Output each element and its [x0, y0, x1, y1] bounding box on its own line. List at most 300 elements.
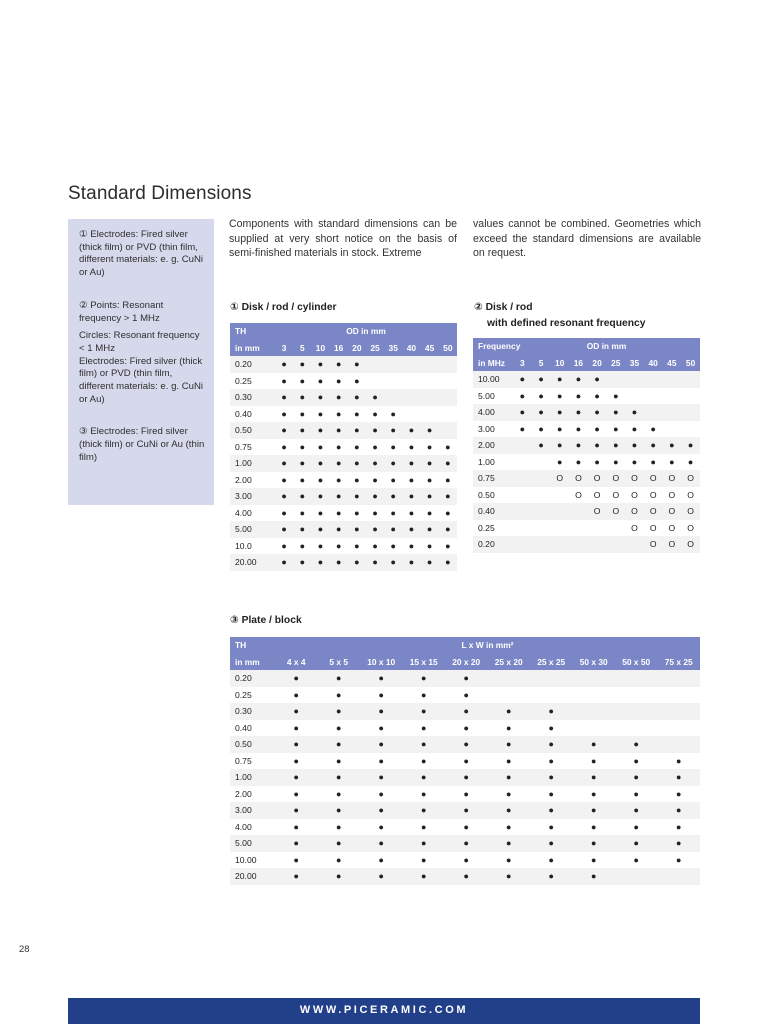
availability-dot: ● [384, 554, 402, 571]
table3-row [230, 868, 700, 885]
availability-dot: ● [318, 703, 361, 720]
availability-dot: ● [403, 753, 446, 770]
availability-circle: O [644, 470, 663, 487]
availability-dot: ● [360, 802, 403, 819]
availability-dot: ● [402, 538, 420, 555]
availability-dot: ● [606, 421, 625, 438]
availability-dot: ● [445, 835, 488, 852]
availability-dot: ● [439, 472, 457, 489]
empty-cell [384, 373, 402, 390]
table2-column-header: 20 [588, 355, 607, 372]
empty-cell [644, 388, 663, 405]
empty-cell [402, 373, 420, 390]
availability-dot: ● [421, 505, 439, 522]
table3-row [230, 670, 700, 687]
availability-dot: ● [513, 421, 532, 438]
availability-dot: ● [403, 835, 446, 852]
empty-cell [421, 356, 439, 373]
availability-dot: ● [348, 422, 366, 439]
table3-row [230, 835, 700, 852]
availability-dot: ● [318, 720, 361, 737]
availability-dot: ● [384, 422, 402, 439]
table3-row-header-top: TH [230, 637, 275, 654]
availability-circle: O [681, 487, 700, 504]
row-label: 20.00 [230, 868, 275, 885]
availability-dot: ● [569, 437, 588, 454]
row-label: 0.50 [230, 422, 275, 439]
availability-dot: ● [360, 769, 403, 786]
table2-column-header: 40 [644, 355, 663, 372]
availability-circle: O [681, 470, 700, 487]
availability-dot: ● [275, 720, 318, 737]
availability-dot: ● [311, 422, 329, 439]
table2-row [473, 470, 700, 487]
availability-dot: ● [384, 521, 402, 538]
availability-dot: ● [330, 488, 348, 505]
availability-dot: ● [293, 521, 311, 538]
table3-row [230, 753, 700, 770]
table3-row [230, 703, 700, 720]
table1-column-header: 16 [330, 340, 348, 357]
availability-dot: ● [330, 356, 348, 373]
availability-dot: ● [330, 389, 348, 406]
availability-dot: ● [402, 422, 420, 439]
table1-column-header: 40 [402, 340, 420, 357]
row-label: 20.00 [230, 554, 275, 571]
empty-cell [513, 437, 532, 454]
table1-row [230, 373, 457, 390]
availability-dot: ● [569, 371, 588, 388]
table1-row [230, 538, 457, 555]
availability-dot: ● [275, 852, 318, 869]
table3-column-header: 5 x 5 [318, 654, 361, 671]
availability-dot: ● [403, 819, 446, 836]
availability-dot: ● [360, 670, 403, 687]
availability-dot: ● [445, 868, 488, 885]
availability-dot: ● [275, 538, 293, 555]
empty-cell [532, 536, 551, 553]
availability-dot: ● [403, 687, 446, 704]
availability-dot: ● [530, 852, 573, 869]
availability-dot: ● [530, 868, 573, 885]
availability-dot: ● [615, 835, 658, 852]
availability-circle: O [663, 503, 682, 520]
availability-dot: ● [445, 852, 488, 869]
empty-cell [513, 503, 532, 520]
availability-dot: ● [348, 455, 366, 472]
availability-dot: ● [330, 521, 348, 538]
availability-dot: ● [550, 404, 569, 421]
row-label: 0.20 [230, 356, 275, 373]
availability-dot: ● [588, 437, 607, 454]
availability-dot: ● [384, 505, 402, 522]
availability-dot: ● [348, 505, 366, 522]
availability-dot: ● [573, 868, 616, 885]
availability-dot: ● [439, 538, 457, 555]
availability-dot: ● [275, 554, 293, 571]
availability-dot: ● [384, 439, 402, 456]
empty-cell [530, 687, 573, 704]
availability-dot: ● [532, 437, 551, 454]
availability-dot: ● [403, 786, 446, 803]
availability-dot: ● [275, 802, 318, 819]
note-4: Electrodes: Fired silver (thick film) or PVD (thin film, different materials: e. g. CuNi or Au) [79, 355, 204, 405]
row-label: 2.00 [230, 472, 275, 489]
availability-dot: ● [439, 439, 457, 456]
availability-dot: ● [293, 356, 311, 373]
availability-dot: ● [330, 373, 348, 390]
table2-row [473, 404, 700, 421]
availability-dot: ● [366, 472, 384, 489]
table1-column-header: 45 [421, 340, 439, 357]
availability-dot: ● [530, 835, 573, 852]
table2-column-header: 25 [606, 355, 625, 372]
row-label: 0.50 [230, 736, 275, 753]
availability-dot: ● [644, 454, 663, 471]
table1-column-header: 5 [293, 340, 311, 357]
availability-dot: ● [311, 538, 329, 555]
availability-dot: ● [293, 505, 311, 522]
table3-row [230, 852, 700, 869]
availability-circle: O [663, 520, 682, 537]
availability-dot: ● [293, 406, 311, 423]
empty-cell [532, 487, 551, 504]
table1-row [230, 356, 457, 373]
availability-dot: ● [348, 472, 366, 489]
availability-dot: ● [569, 454, 588, 471]
empty-cell [513, 470, 532, 487]
availability-dot: ● [366, 455, 384, 472]
table3-column-header: 50 x 50 [615, 654, 658, 671]
table3-row [230, 819, 700, 836]
availability-dot: ● [658, 819, 701, 836]
availability-dot: ● [318, 753, 361, 770]
availability-dot: ● [532, 404, 551, 421]
availability-dot: ● [573, 753, 616, 770]
table1-column-header: 50 [439, 340, 457, 357]
row-label: 4.00 [230, 819, 275, 836]
electrode-notes-box [68, 219, 214, 505]
availability-dot: ● [366, 389, 384, 406]
availability-dot: ● [488, 852, 531, 869]
availability-dot: ● [275, 505, 293, 522]
empty-cell [615, 720, 658, 737]
row-label: 0.40 [230, 406, 275, 423]
availability-dot: ● [348, 439, 366, 456]
empty-cell [681, 421, 700, 438]
table3-row [230, 786, 700, 803]
availability-dot: ● [488, 753, 531, 770]
empty-cell [402, 356, 420, 373]
availability-dot: ● [488, 835, 531, 852]
empty-cell [573, 670, 616, 687]
empty-cell [569, 536, 588, 553]
availability-dot: ● [330, 439, 348, 456]
availability-dot: ● [569, 421, 588, 438]
availability-dot: ● [421, 422, 439, 439]
empty-cell [663, 371, 682, 388]
availability-dot: ● [330, 455, 348, 472]
table2-column-group: OD in mm [513, 338, 700, 355]
availability-circle: O [625, 470, 644, 487]
availability-dot: ● [488, 736, 531, 753]
row-label: 10.0 [230, 538, 275, 555]
table1-column-header: 35 [384, 340, 402, 357]
row-label: 0.40 [230, 720, 275, 737]
row-label: 10.00 [230, 852, 275, 869]
availability-dot: ● [488, 819, 531, 836]
availability-dot: ● [403, 670, 446, 687]
availability-dot: ● [488, 720, 531, 737]
availability-dot: ● [681, 437, 700, 454]
availability-dot: ● [403, 703, 446, 720]
availability-circle: O [588, 487, 607, 504]
availability-dot: ● [330, 505, 348, 522]
row-label: 3.00 [473, 421, 513, 438]
empty-cell [513, 454, 532, 471]
empty-cell [550, 503, 569, 520]
availability-dot: ● [403, 736, 446, 753]
table3-column-header: 4 x 4 [275, 654, 318, 671]
empty-cell [384, 356, 402, 373]
empty-cell [663, 404, 682, 421]
empty-cell [550, 487, 569, 504]
table3-heading: ③ Plate / block [230, 615, 302, 626]
row-label: 0.30 [230, 703, 275, 720]
availability-dot: ● [360, 835, 403, 852]
row-label: 0.25 [473, 520, 513, 537]
availability-dot: ● [439, 455, 457, 472]
availability-dot: ● [573, 769, 616, 786]
availability-dot: ● [445, 670, 488, 687]
empty-cell [663, 388, 682, 405]
availability-dot: ● [421, 554, 439, 571]
availability-dot: ● [530, 703, 573, 720]
availability-dot: ● [293, 455, 311, 472]
empty-cell [588, 536, 607, 553]
availability-dot: ● [550, 388, 569, 405]
note-1: ① Electrodes: Fired silver (thick film) or PVD (thin film, different materials: e. g. CuNi or Au) [79, 229, 204, 279]
availability-dot: ● [445, 703, 488, 720]
availability-dot: ● [366, 505, 384, 522]
availability-dot: ● [366, 488, 384, 505]
availability-dot: ● [513, 371, 532, 388]
availability-dot: ● [530, 802, 573, 819]
availability-dot: ● [366, 521, 384, 538]
availability-dot: ● [488, 703, 531, 720]
availability-dot: ● [530, 786, 573, 803]
row-label: 4.00 [230, 505, 275, 522]
table1-row [230, 439, 457, 456]
availability-dot: ● [532, 421, 551, 438]
availability-dot: ● [402, 505, 420, 522]
availability-dot: ● [625, 454, 644, 471]
availability-dot: ● [588, 421, 607, 438]
availability-dot: ● [615, 736, 658, 753]
empty-cell [644, 404, 663, 421]
availability-dot: ● [311, 373, 329, 390]
table1-heading: ① Disk / rod / cylinder [230, 302, 337, 313]
table2-row-header-top: Frequency [473, 338, 513, 355]
row-label: 4.00 [473, 404, 513, 421]
availability-dot: ● [402, 554, 420, 571]
table2-row [473, 503, 700, 520]
empty-cell [439, 356, 457, 373]
table3-column-header: 20 x 20 [445, 654, 488, 671]
empty-cell [439, 389, 457, 406]
availability-dot: ● [275, 406, 293, 423]
availability-dot: ● [588, 454, 607, 471]
empty-cell [606, 371, 625, 388]
intro-text-column-1: Components with standard dimensions can be supplied at very short notice on the basis of semi-finished materials in stock. Extreme [229, 218, 457, 259]
availability-dot: ● [293, 488, 311, 505]
row-label: 0.75 [230, 439, 275, 456]
availability-dot: ● [275, 439, 293, 456]
empty-cell [606, 520, 625, 537]
availability-circle: O [644, 487, 663, 504]
table2-subheading: with defined resonant frequency [487, 318, 646, 329]
availability-dot: ● [275, 819, 318, 836]
availability-dot: ● [573, 819, 616, 836]
availability-dot: ● [445, 769, 488, 786]
availability-dot: ● [550, 371, 569, 388]
table2-column-header: 35 [625, 355, 644, 372]
availability-dot: ● [318, 736, 361, 753]
availability-dot: ● [569, 404, 588, 421]
availability-dot: ● [445, 819, 488, 836]
availability-dot: ● [330, 538, 348, 555]
table3-row [230, 720, 700, 737]
empty-cell [681, 371, 700, 388]
availability-dot: ● [311, 488, 329, 505]
empty-cell [569, 520, 588, 537]
availability-dot: ● [318, 835, 361, 852]
availability-circle: O [569, 470, 588, 487]
availability-dot: ● [625, 437, 644, 454]
table2-row [473, 421, 700, 438]
availability-dot: ● [445, 802, 488, 819]
availability-dot: ● [573, 852, 616, 869]
empty-cell [550, 520, 569, 537]
availability-dot: ● [360, 786, 403, 803]
availability-dot: ● [488, 769, 531, 786]
empty-cell [439, 373, 457, 390]
availability-dot: ● [275, 753, 318, 770]
availability-dot: ● [275, 786, 318, 803]
empty-cell [513, 487, 532, 504]
availability-dot: ● [360, 720, 403, 737]
empty-cell [532, 503, 551, 520]
empty-cell [573, 703, 616, 720]
availability-circle: O [588, 503, 607, 520]
empty-cell [625, 371, 644, 388]
availability-dot: ● [445, 736, 488, 753]
empty-cell [513, 520, 532, 537]
row-label: 0.25 [230, 373, 275, 390]
table2-column-header: 10 [550, 355, 569, 372]
empty-cell [384, 389, 402, 406]
availability-dot: ● [421, 439, 439, 456]
availability-dot: ● [530, 736, 573, 753]
empty-cell [658, 687, 701, 704]
table3-column-header: 25 x 20 [488, 654, 531, 671]
availability-dot: ● [275, 389, 293, 406]
availability-dot: ● [606, 404, 625, 421]
table1-row [230, 472, 457, 489]
availability-dot: ● [293, 538, 311, 555]
availability-dot: ● [311, 439, 329, 456]
table1-row [230, 389, 457, 406]
row-label: 2.00 [230, 786, 275, 803]
empty-cell [658, 720, 701, 737]
empty-cell [625, 388, 644, 405]
empty-cell [532, 520, 551, 537]
availability-dot: ● [658, 786, 701, 803]
availability-dot: ● [348, 373, 366, 390]
availability-dot: ● [275, 356, 293, 373]
availability-dot: ● [421, 455, 439, 472]
table2-column-header: 50 [681, 355, 700, 372]
availability-dot: ● [530, 819, 573, 836]
empty-cell [421, 406, 439, 423]
table3-row-header-bottom: in mm [230, 654, 275, 671]
availability-dot: ● [550, 454, 569, 471]
empty-cell [658, 670, 701, 687]
empty-cell [569, 503, 588, 520]
availability-dot: ● [318, 769, 361, 786]
empty-cell [366, 356, 384, 373]
table2-row [473, 487, 700, 504]
availability-dot: ● [311, 521, 329, 538]
availability-dot: ● [681, 454, 700, 471]
availability-dot: ● [366, 538, 384, 555]
intro-text-column-2: values cannot be combined. Geometries which exceed the standard dimensions are available on request. [473, 218, 701, 259]
availability-dot: ● [488, 786, 531, 803]
availability-dot: ● [330, 554, 348, 571]
availability-dot: ● [615, 852, 658, 869]
availability-dot: ● [311, 472, 329, 489]
table3-column-header: 50 x 30 [573, 654, 616, 671]
disk-rod-cylinder-table [230, 323, 457, 571]
row-label: 5.00 [230, 835, 275, 852]
availability-dot: ● [439, 521, 457, 538]
availability-dot: ● [293, 422, 311, 439]
availability-dot: ● [318, 786, 361, 803]
availability-circle: O [644, 503, 663, 520]
availability-dot: ● [588, 371, 607, 388]
availability-dot: ● [606, 388, 625, 405]
availability-dot: ● [318, 802, 361, 819]
row-label: 3.00 [230, 488, 275, 505]
row-label: 2.00 [473, 437, 513, 454]
table1-row [230, 455, 457, 472]
availability-circle: O [681, 520, 700, 537]
availability-dot: ● [318, 819, 361, 836]
availability-dot: ● [384, 455, 402, 472]
availability-dot: ● [445, 753, 488, 770]
availability-dot: ● [658, 802, 701, 819]
availability-dot: ● [293, 373, 311, 390]
availability-dot: ● [402, 488, 420, 505]
availability-circle: O [550, 470, 569, 487]
empty-cell [663, 421, 682, 438]
availability-dot: ● [530, 769, 573, 786]
row-label: 5.00 [230, 521, 275, 538]
table2-heading: ② Disk / rod [474, 302, 533, 313]
availability-dot: ● [311, 554, 329, 571]
table2-column-header: 45 [663, 355, 682, 372]
availability-dot: ● [658, 835, 701, 852]
